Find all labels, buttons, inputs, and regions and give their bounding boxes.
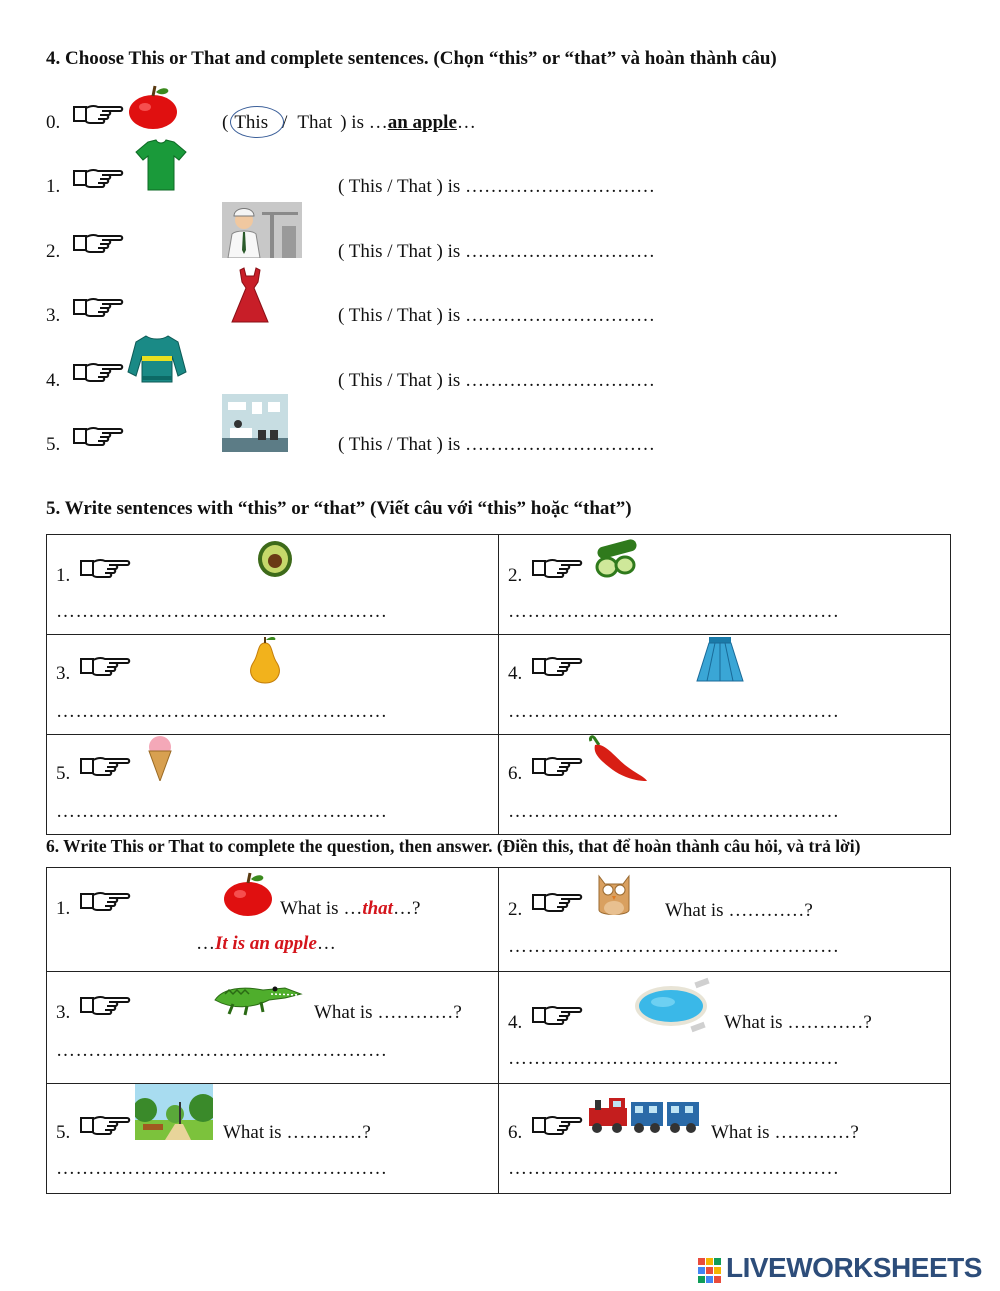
pointing-hand-icon — [79, 888, 131, 914]
choice-this-circled: This — [234, 112, 269, 133]
item-number: 1. — [56, 565, 71, 586]
item-number: 6. — [508, 1122, 523, 1143]
exercise-cell — [47, 972, 499, 1084]
answer-line[interactable]: …………………………………………… — [508, 1048, 840, 1069]
liveworksheets-logo[interactable]: LIVEWORKSHEETS — [726, 1252, 982, 1283]
exercise-cell — [499, 635, 951, 735]
exercise-cell — [47, 535, 499, 635]
item-number: 4. — [46, 370, 61, 391]
train-picture — [587, 1090, 701, 1136]
item-number: 5. — [56, 1122, 71, 1143]
sentence-4: ( This / That ) is ………………………… — [338, 370, 656, 391]
exercise-cell — [499, 735, 951, 835]
pointing-hand-icon — [72, 101, 124, 127]
item-number: 3. — [56, 1002, 71, 1023]
example-question: What is …that…? — [280, 898, 421, 919]
item-number: 2. — [508, 899, 523, 920]
section-5-heading: 5. Write sentences with “this” or “that” (Viết câu với “this” hoặc “that”) — [46, 498, 632, 519]
example-answer-text: It is an apple — [215, 933, 317, 954]
question-text: What is …………? — [314, 1002, 462, 1023]
section-5-table — [46, 534, 951, 835]
item-number: 1. — [56, 898, 71, 919]
question-text: What is …………? — [711, 1122, 859, 1143]
apple-picture — [221, 869, 275, 917]
exercise-cell — [47, 735, 499, 835]
question-text: What is …………? — [665, 900, 813, 921]
pointing-hand-icon — [72, 165, 124, 191]
pointing-hand-icon — [531, 889, 583, 915]
pointing-hand-icon — [72, 294, 124, 320]
pointing-hand-icon — [531, 753, 583, 779]
pointing-hand-icon — [531, 1002, 583, 1028]
pointing-hand-icon — [79, 753, 131, 779]
chili-pepper-picture — [585, 735, 649, 783]
example-question-answer: that — [362, 898, 393, 919]
liveworksheets-logo-icon — [698, 1258, 722, 1284]
avocado-picture — [255, 539, 295, 579]
exercise-cell — [47, 868, 499, 972]
item-number: 0. — [46, 112, 61, 133]
answer-circle — [230, 106, 284, 138]
sentence-2: ( This / That ) is ………………………… — [338, 241, 656, 262]
ice-cream-picture — [145, 735, 175, 781]
cucumber-picture — [593, 539, 645, 579]
sentence-5: ( This / That ) is ………………………… — [338, 434, 656, 455]
item-number: 3. — [46, 305, 61, 326]
section-6-table — [46, 867, 951, 1194]
example-answer: …It is an apple… — [196, 933, 336, 954]
green-tshirt-picture — [134, 138, 188, 192]
answer-line[interactable]: …………………………………………… — [508, 1158, 840, 1179]
item-number: 4. — [508, 663, 523, 684]
sentence-1: ( This / That ) is ………………………… — [338, 176, 656, 197]
apple-picture — [126, 84, 180, 130]
pointing-hand-icon — [72, 423, 124, 449]
green-sweater-picture — [126, 332, 188, 384]
section-4-heading: 4. Choose This or That and complete sentences. (Chọn “this” or “that” và hoàn thành câu) — [46, 48, 777, 69]
item-number: 2. — [508, 565, 523, 586]
exercise-cell — [47, 1084, 499, 1194]
exercise-cell — [499, 868, 951, 972]
answer-line[interactable]: …………………………………………… — [508, 701, 840, 722]
pointing-hand-icon — [531, 653, 583, 679]
pointing-hand-icon — [72, 359, 124, 385]
answer-line[interactable]: …………………………………………… — [56, 1040, 388, 1061]
pointing-hand-icon — [79, 1112, 131, 1138]
exercise-cell — [499, 1084, 951, 1194]
pointing-hand-icon — [79, 555, 131, 581]
item-number: 2. — [46, 241, 61, 262]
question-text: What is …………? — [223, 1122, 371, 1143]
crocodile-picture — [213, 978, 303, 1016]
item-number: 4. — [508, 1012, 523, 1033]
exercise-cell — [499, 972, 951, 1084]
item-number: 6. — [508, 763, 523, 784]
item-number: 3. — [56, 663, 71, 684]
answer-line[interactable]: …………………………………………… — [508, 601, 840, 622]
swimming-pool-picture — [633, 976, 715, 1034]
skirt-picture — [695, 635, 745, 685]
question-text: What is …………? — [724, 1012, 872, 1033]
exercise-cell — [47, 635, 499, 735]
answer-line[interactable]: …………………………………………… — [56, 701, 388, 722]
answer-line[interactable]: …………………………………………… — [508, 801, 840, 822]
office-room-picture — [222, 394, 288, 452]
item-number: 5. — [56, 763, 71, 784]
sentence-3: ( This / That ) is ………………………… — [338, 305, 656, 326]
pointing-hand-icon — [531, 555, 583, 581]
section-6-heading: 6. Write This or That to complete the question, then answer. (Điền this, that để hoàn thành câu hỏi, và trả lời) — [46, 836, 861, 856]
pointing-hand-icon — [79, 653, 131, 679]
owl-picture — [593, 870, 635, 918]
answer-line[interactable]: …………………………………………… — [56, 601, 388, 622]
answer-line[interactable]: …………………………………………… — [56, 1158, 388, 1179]
park-picture — [135, 1084, 213, 1140]
answer-line[interactable]: …………………………………………… — [56, 801, 388, 822]
pointing-hand-icon — [531, 1112, 583, 1138]
pointing-hand-icon — [72, 230, 124, 256]
example-sentence: ( This / That ) is …an apple… — [222, 112, 476, 133]
pear-picture — [245, 635, 285, 685]
item-number: 1. — [46, 176, 61, 197]
pointing-hand-icon — [79, 992, 131, 1018]
engineer-picture — [222, 202, 302, 258]
example-answer: an apple — [387, 112, 457, 133]
exercise-cell — [499, 535, 951, 635]
red-dress-picture — [228, 266, 272, 324]
item-number: 5. — [46, 434, 61, 455]
answer-line[interactable]: …………………………………………… — [508, 936, 840, 957]
